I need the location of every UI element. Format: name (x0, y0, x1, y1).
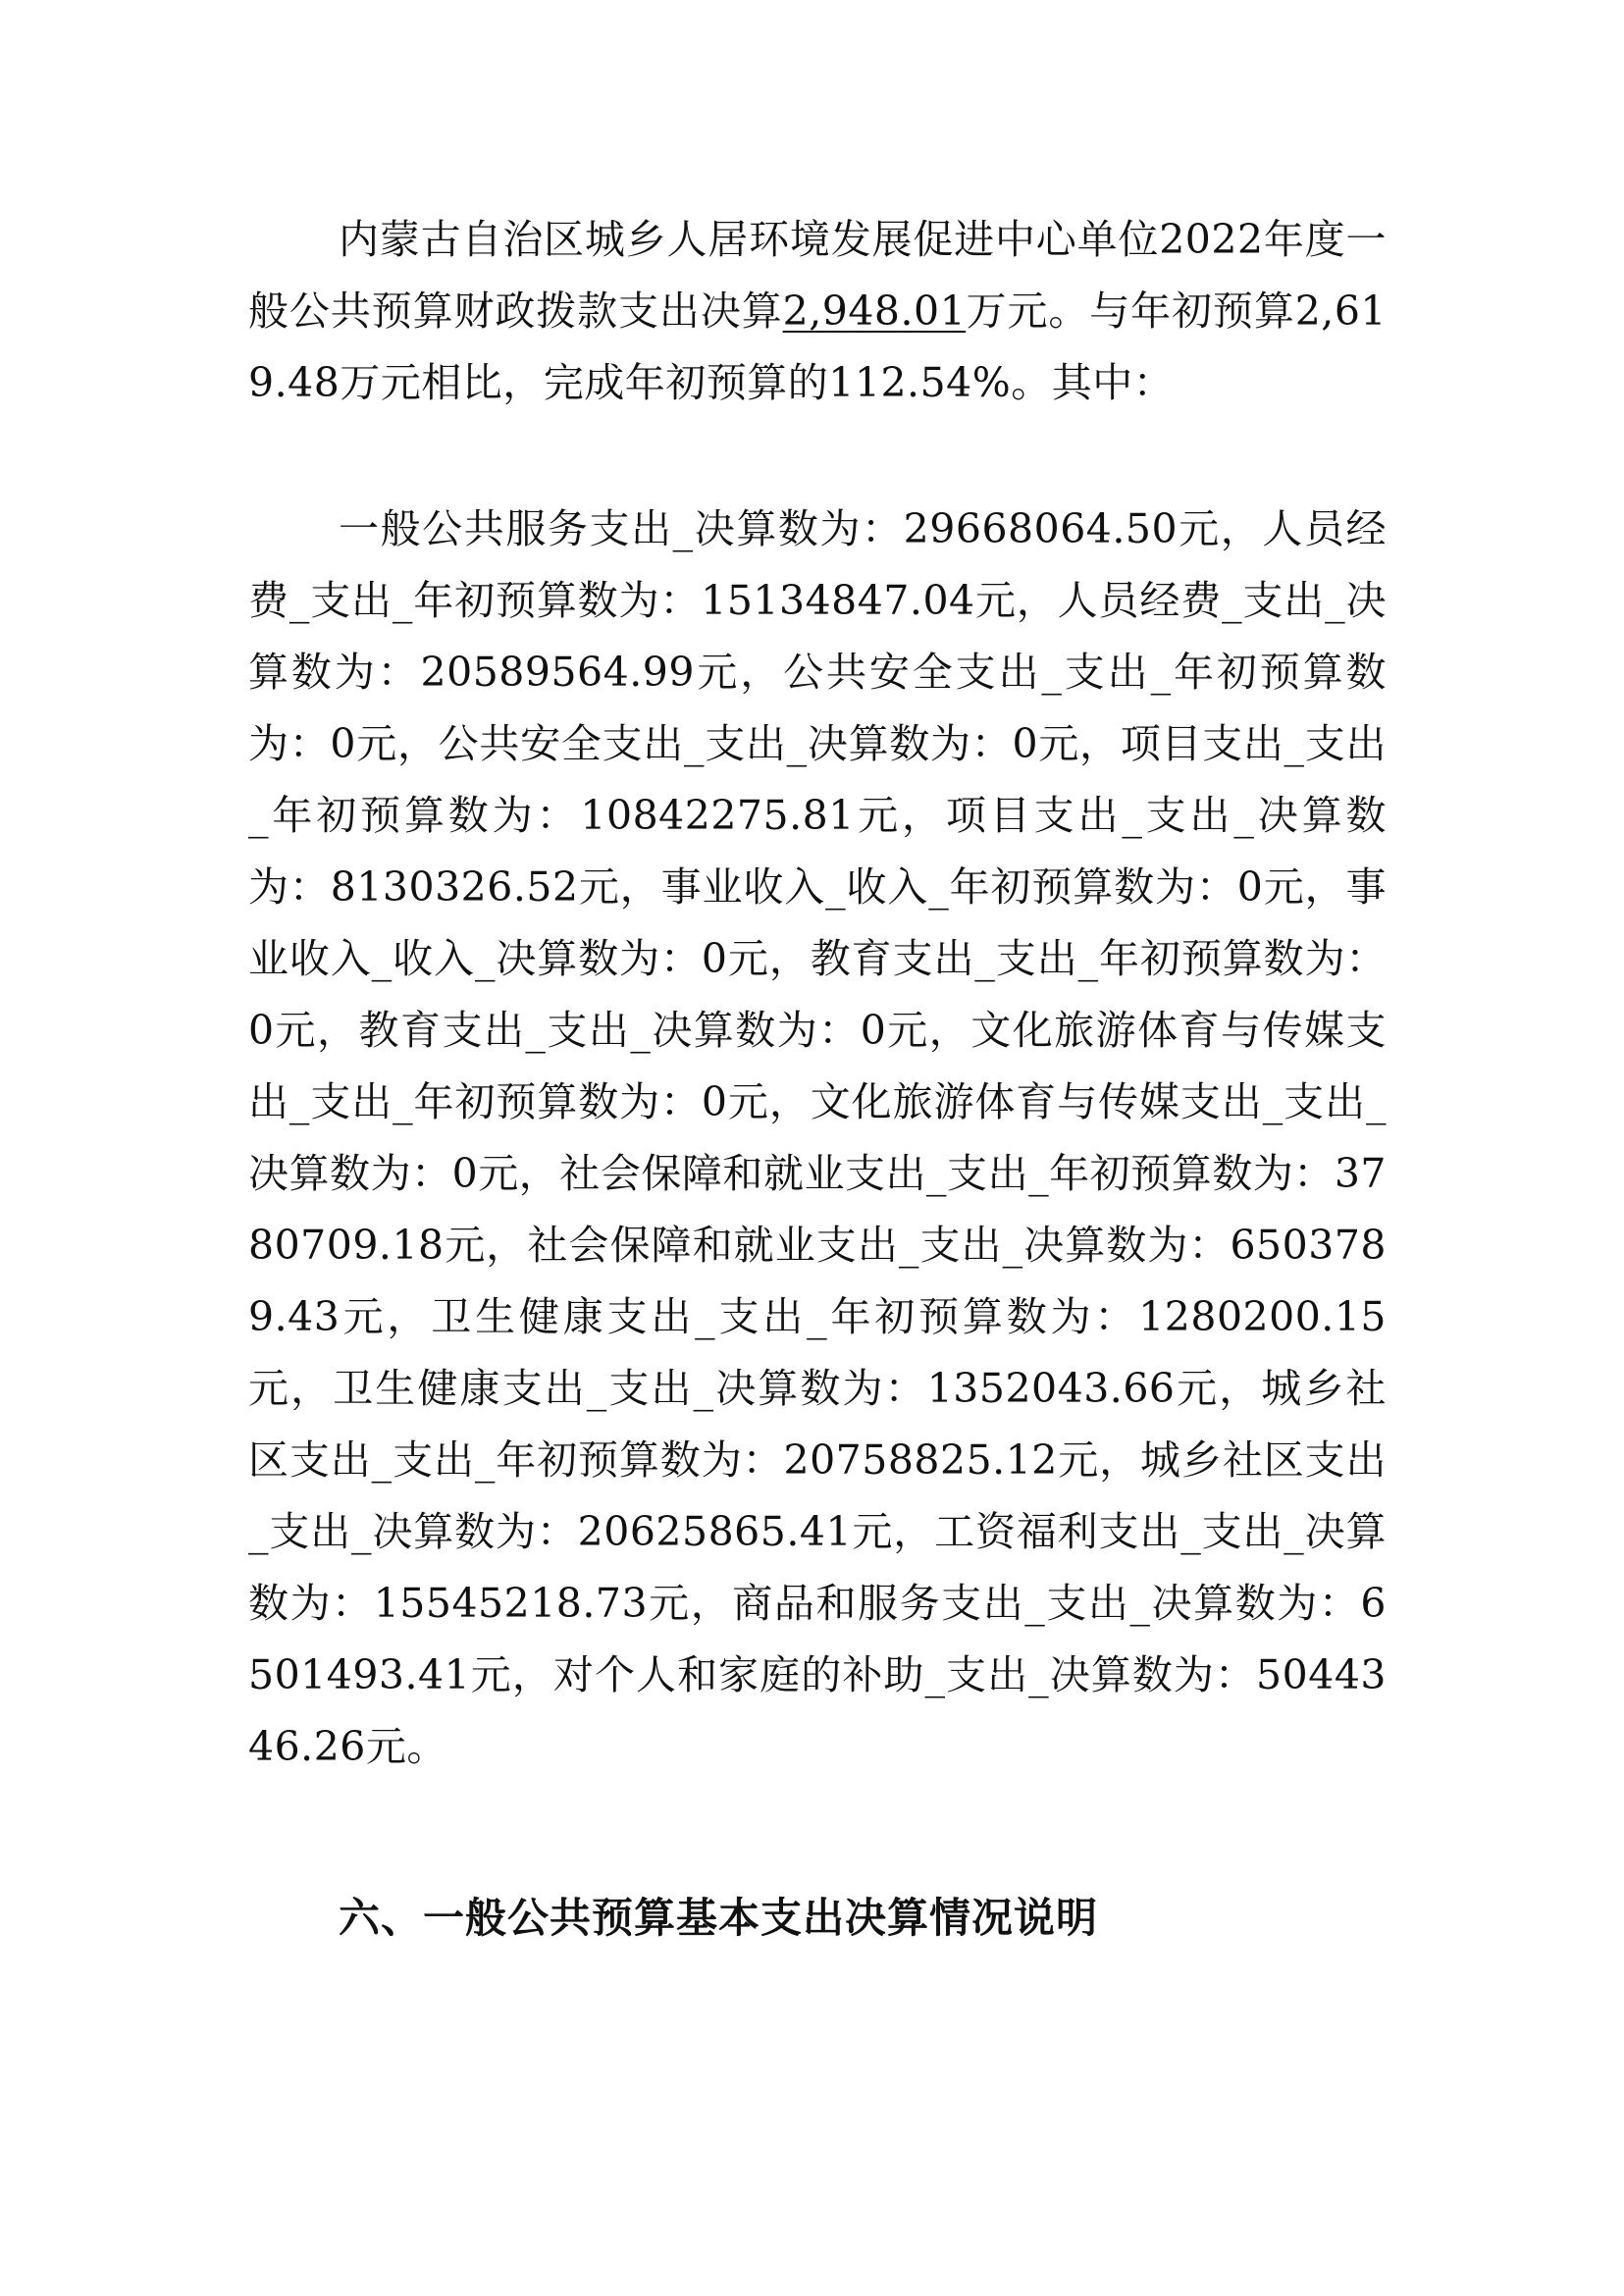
total-expenditure-amount: 2,948.01 (782, 287, 967, 335)
expenditure-detail-paragraph: 一般公共服务支出_决算数为：29668064.50元，人员经费_支出_年初预算数为：15134847.04元，人员经费_支出_决算数为：20589564.99元，公共安全支出_支出_年初预算数为：0元，公共安全支出_支出_决算数为：0元，项目支出_支出_年初预算数为：10842275.81元，项目支出_支出_决算数为：8130326.52元，事业收入_收入_年初预算数为：0元，事业收入_收入_决算数为：0元，教育支出_支出_年初预算数为：0元，教育支出_支出_决算数为：0元，文化旅游体育与传媒支出_支出_年初预算数为：0元，文化旅游体育与传媒支出_支出_决算数为：0元，社会保障和就业支出_支出_年初预算数为：3780709.18元，社会保障和就业支出_支出_决算数为：6503789.43元，卫生健康支出_支出_年初预算数为：1280200.15元，卫生健康支出_支出_决算数为：1352043.66元，城乡社区支出_支出_年初预算数为：20758825.12元，城乡社区支出_支出_决算数为：20625865.41元，工资福利支出_支出_决算数为：15545218.73元，商品和服务支出_支出_决算数为：6501493.41元，对个人和家庭的补助_支出_决算数为：5044346.26元。 (248, 505, 1387, 1770)
section-heading: 六、一般公共预算基本支出决算情况说明 (339, 1894, 1099, 1942)
summary-text-after: 万元。与年初预算2,619.48万元相比，完成年初预算的112.54%。其中： (248, 287, 1388, 406)
budget-summary-paragraph (248, 204, 1387, 419)
summary-text-before: 内蒙古自治区城乡人居环境发展促进中心单位2022年度一般公共预算财政拨款支出决算 (248, 216, 1387, 335)
